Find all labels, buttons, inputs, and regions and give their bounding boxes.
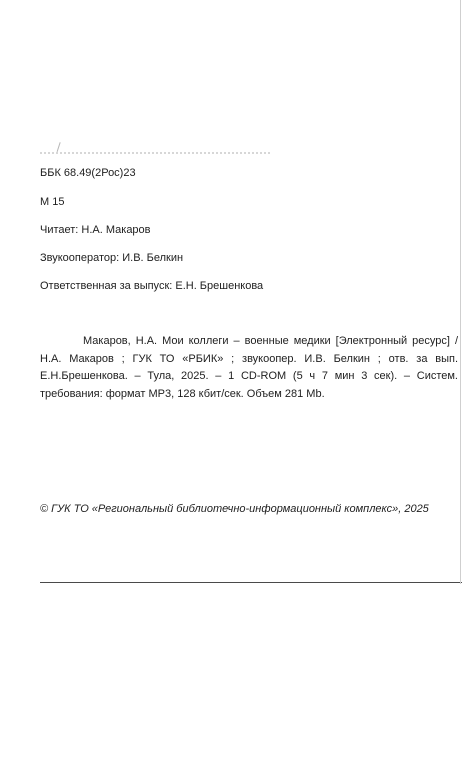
bottom-divider [40, 582, 462, 583]
sound-operator-credit: Звукооператор: И.В. Белкин [40, 252, 184, 264]
bbk-classification: ББК 68.49(2Рос)23 [40, 167, 136, 179]
bibliographic-description: Макаров, Н.А. Мои коллеги – военные медики [Электронный ресурс] / Н.А. Макаров ; ГУК ТО «РБИК» ; звукоопер. И.В. Белкин ; отв. за вып. Е.Н.Брешенкова. – Тула, 2025. – 1 CD-ROM (5 ч 7 мин 3 сек). – Систем. требования: формат MP3, 128 кбит/сек. Объем 281 Mb. [40, 335, 458, 400]
scan-artifact-line [40, 152, 270, 156]
page-edge [460, 0, 461, 584]
author-sign: М 15 [40, 196, 65, 208]
reader-credit: Читает: Н.А. Макаров [40, 224, 151, 236]
copyright-notice: © ГУК ТО «Региональный библиотечно-информационный комплекс», 2025 [40, 503, 429, 515]
editor-credit: Ответственная за выпуск: Е.Н. Брешенкова [40, 280, 264, 292]
